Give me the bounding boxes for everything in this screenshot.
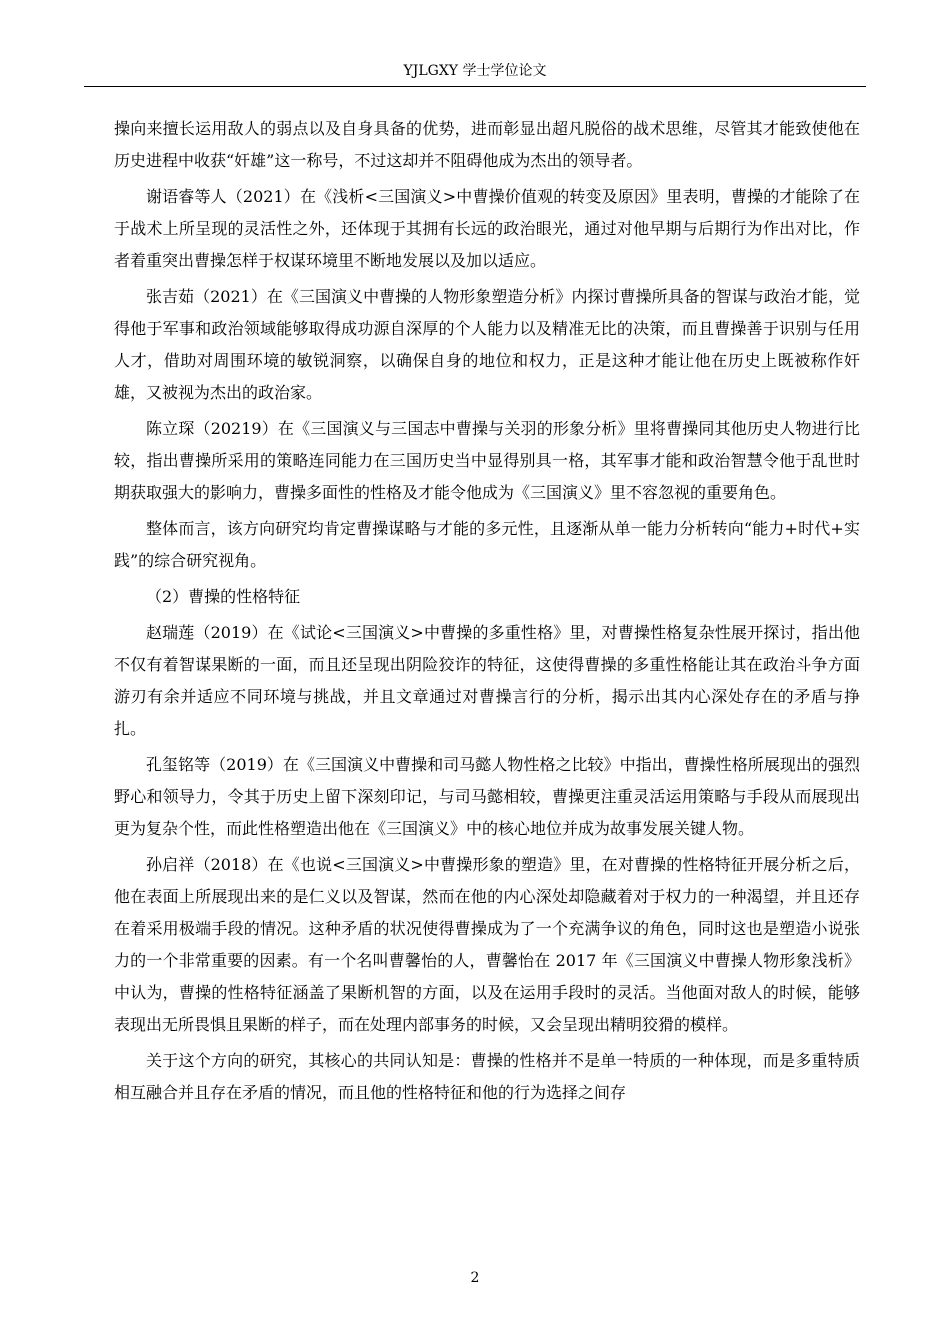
paragraph: 操向来擅长运用敌人的弱点以及自身具备的优势，进而彰显出超凡脱俗的战术思维，尽管其才能致使他在历史进程中收获“奸雄”这一称号，不过这却并不阻碍他成为杰出的领导者。: [114, 119, 860, 170]
paragraph: 孔玺铭等（2019）在《三国演义中曹操和司马懿人物性格之比较》中指出，曹操性格所展现出的强烈野心和领导力，令其于历史上留下深刻印记，与司马懿相较，曹操更注重灵活运用策略与手段从而展现出更为复杂个性，而此性格塑造出他在《三国演义》中的核心地位并成为故事发展关键人物。: [114, 755, 860, 838]
body-text: [114, 113, 860, 1113]
page-number: 2: [470, 1270, 480, 1286]
paragraph: 谢语睿等人（2021）在《浅析<三国演义>中曹操价值观的转变及原因》里表明，曹操的才能除了在于战术上所呈现的灵活性之外，还体现于其拥有长远的政治眼光，通过对他早期与后期行为作出对比，作者着重突出曹操怎样于权谋环境里不断地发展以及加以适应。: [114, 187, 860, 270]
paragraph: 孙启祥（2018）在《也说<三国演义>中曹操形象的塑造》里，在对曹操的性格特征开展分析之后，他在表面上所展现出来的是仁义以及智谋，然而在他的内心深处却隐藏着对于权力的一种渴望，并且还存在着采用极端手段的情况。这种矛盾的状况使得曹操成为了一个充满争议的角色，同时这也是塑造小说张力的一个非常重要的因素。有一个名叫曹馨怡的人，曹馨怡在 2017 年《三国演义中曹操人物形象浅析》中认为，曹操的性格特征涵盖了果断机智的方面，以及在运用手段时的灵活。当他面对敌人的时候，能够表现出无所畏惧且果断的样子，而在处理内部事务的时候，又会呈现出精明狡猾的模样。: [114, 855, 860, 1034]
section-heading: （2）曹操的性格特征: [146, 587, 301, 606]
page-header: [84, 56, 866, 87]
paragraph: 张吉茹（2021）在《三国演义中曹操的人物形象塑造分析》内探讨曹操所具备的智谋与政治才能，觉得他于军事和政治领域能够取得成功源自深厚的个人能力以及精准无比的决策，而且曹操善于识别与任用人才，借助对周围环境的敏锐洞察，以确保自身的地位和权力，正是这种才能让他在历史上既被称作奸雄，又被视为杰出的政治家。: [114, 287, 860, 402]
paragraph: 关于这个方向的研究，其核心的共同认知是：曹操的性格并不是单一特质的一种体现，而是多重特质相互融合并且存在矛盾的情况，而且他的性格特征和他的行为选择之间存: [114, 1051, 860, 1102]
paragraph: 赵瑞莲（2019）在《试论<三国演义>中曹操的多重性格》里，对曹操性格复杂性展开探讨，指出他不仅有着智谋果断的一面，而且还呈现出阴险狡诈的特征，这使得曹操的多重性格能让其在政治斗争方面游刃有余并适应不同环境与挑战，并且文章通过对曹操言行的分析，揭示出其内心深处存在的矛盾与挣扎。: [114, 623, 860, 738]
paragraph: 整体而言，该方向研究均肯定曹操谋略与才能的多元性，且逐渐从单一能力分析转向“能力+时代+实践”的综合研究视角。: [114, 519, 860, 570]
header-title: YJLGXY 学士学位论文: [403, 63, 547, 79]
paragraph: 陈立琛（20219）在《三国演义与三国志中曹操与关羽的形象分析》里将曹操同其他历史人物进行比较，指出曹操所采用的策略连同能力在三国历史当中显得别具一格，其军事才能和政治智慧令他于乱世时期获取强大的影响力，曹操多面性的性格及才能令他成为《三国演义》里不容忽视的重要角色。: [114, 419, 860, 502]
